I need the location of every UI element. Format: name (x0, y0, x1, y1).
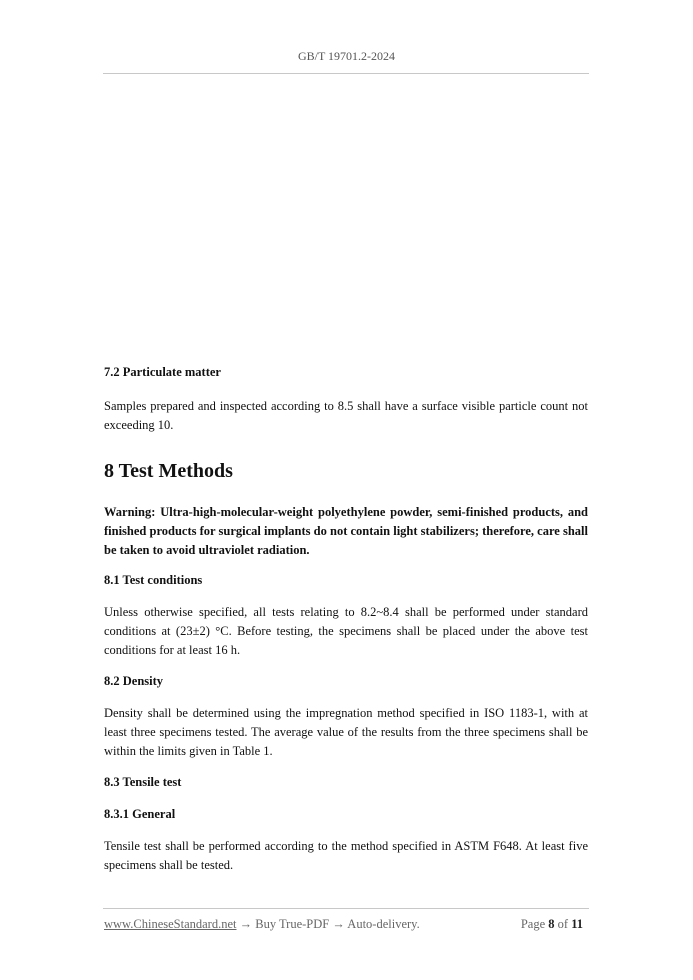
section-8-warning: Warning: Ultra-high-molecular-weight polyethylene powder, semi-finished products, and finished products for surgical implants do not contain light stabilizers; therefore, care shall be taken to avoid ultraviolet radiation. (104, 505, 588, 557)
section-7-2-heading: 7.2 Particulate matter (104, 365, 221, 379)
section-8-heading: 8 Test Methods (104, 460, 233, 482)
of-label: of (557, 917, 569, 931)
section-8-3-1-paragraph: Tensile test shall be performed according to the method specified in ASTM F648. At least five specimens shall be tested. (104, 839, 588, 872)
page-total: 11 (571, 917, 583, 931)
footer-buy-text: → Buy True-PDF → Auto-delivery. (236, 917, 420, 931)
footer-divider (103, 908, 589, 909)
section-7-2-paragraph: Samples prepared and inspected according to 8.5 shall have a surface visible particle count not exceeding 10. (104, 399, 588, 432)
document-header-title: GB/T 19701.2-2024 (297, 49, 396, 63)
section-8-3-1-heading: 8.3.1 General (104, 807, 176, 821)
section-8-2-paragraph: Density shall be determined using the impregnation method specified in ISO 1183-1, with at least three specimens tested. The average value of the results from the three specimens shall be within the limits given in Table 1. (104, 706, 588, 758)
section-8-2-heading: 8.2 Density (104, 674, 164, 688)
page-indicator (521, 917, 583, 932)
chinesestandard-link[interactable]: www.ChineseStandard.net (104, 917, 237, 931)
header-divider (103, 73, 589, 74)
section-8-1-heading: 8.1 Test conditions (104, 573, 203, 587)
footer-promo (104, 917, 420, 932)
page-label: Page (520, 917, 546, 931)
page-number: 8 (548, 917, 555, 931)
section-8-1-paragraph: Unless otherwise specified, all tests relating to 8.2~8.4 shall be performed under standard conditions at (23±2) °C. Before testing, the specimens shall be placed under the above test conditions for at least 16 h. (104, 605, 588, 657)
section-8-3-heading: 8.3 Tensile test (104, 775, 182, 789)
